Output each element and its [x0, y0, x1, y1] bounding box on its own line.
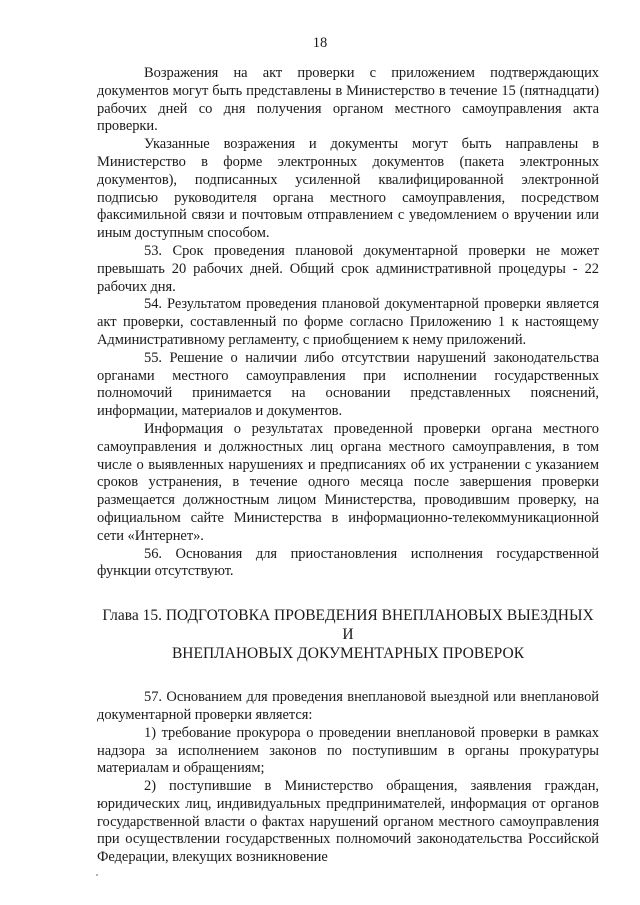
chapter-heading	[97, 606, 599, 663]
paragraph-54: 54. Результатом проведения плановой документарной проверки является акт проверки, составленный по форме согласно Приложению 1 к настоящему Административному регламенту, с приобщением к нему приложений.	[97, 296, 599, 348]
paragraph-electronic-objections: Указанные возражения и документы могут быть направлены в Министерство в форме электронных документов (пакета электронных документов), подписанных усиленной квалифицированной электронной подписью руководителя органа местного самоуправления, посредством факсимильной связи и почтовым отправлением с уведомлением о вручении или иным доступным способом.	[97, 136, 599, 242]
paragraph-53: 53. Срок проведения плановой документарной проверки не может превышать 20 рабочих дней. Общий срок административной процедуры - 22 рабочих дня.	[97, 242, 599, 295]
document-body	[97, 65, 599, 867]
paragraph-objections: Возражения на акт проверки с приложением подтверждающих документов могут быть представлены в Министерство в течение 15 (пятнадцати) рабочих дней со дня получения органом местного самоуправления акта проверки.	[97, 65, 599, 135]
paragraph-results-information: Информация о результатах проведенной проверки органа местного самоуправления и должностных лиц органа местного самоуправления, в том числе о выявленных нарушениях и предписаниях об их устранении с указанием сроков устранения, в течение одного месяца после завершения проверки размещается должностным лицом Министерства, проводившим проверку, на официальном сайте Министерства в информационно-телекоммуникационной сети «Интернет».	[97, 420, 599, 544]
paragraph-55: 55. Решение о наличии либо отсутствии нарушений законодательства органами местного самоуправления при исполнении государственных полномочий принимается на основании представленных пояснений, информации, материалов и документов.	[97, 349, 599, 420]
paragraph-57: 57. Основанием для проведения внеплановой выездной или внеплановой документарной проверки является:	[97, 689, 599, 723]
scan-speck	[96, 874, 98, 876]
list-item-2: 2) поступившие в Министерство обращения, заявления граждан, юридических лиц, индивидуальных предпринимателей, информация от органов государственной власти о фактах нарушений органом местного самоуправления при осуществлении государственных полномочий законодательства Российской Федерации, влекущих возникновение	[97, 778, 599, 866]
paragraph-56: 56. Основания для приостановления исполнения государственной функции отсутствуют.	[97, 545, 599, 580]
chapter-heading-line-2: ВНЕПЛАНОВЫХ ДОКУМЕНТАРНЫХ ПРОВЕРОК	[171, 645, 525, 663]
page-number: 18	[312, 35, 328, 51]
chapter-heading-line-1: Глава 15. ПОДГОТОВКА ПРОВЕДЕНИЯ ВНЕПЛАНОВЫХ ВЫЕЗДНЫХ И	[102, 607, 594, 644]
list-item-1: 1) требование прокурора о проведении внеплановой проверки в рамках надзора за исполнением законов по поступившим в органы прокуратуры материалам и обращениям;	[97, 724, 599, 777]
